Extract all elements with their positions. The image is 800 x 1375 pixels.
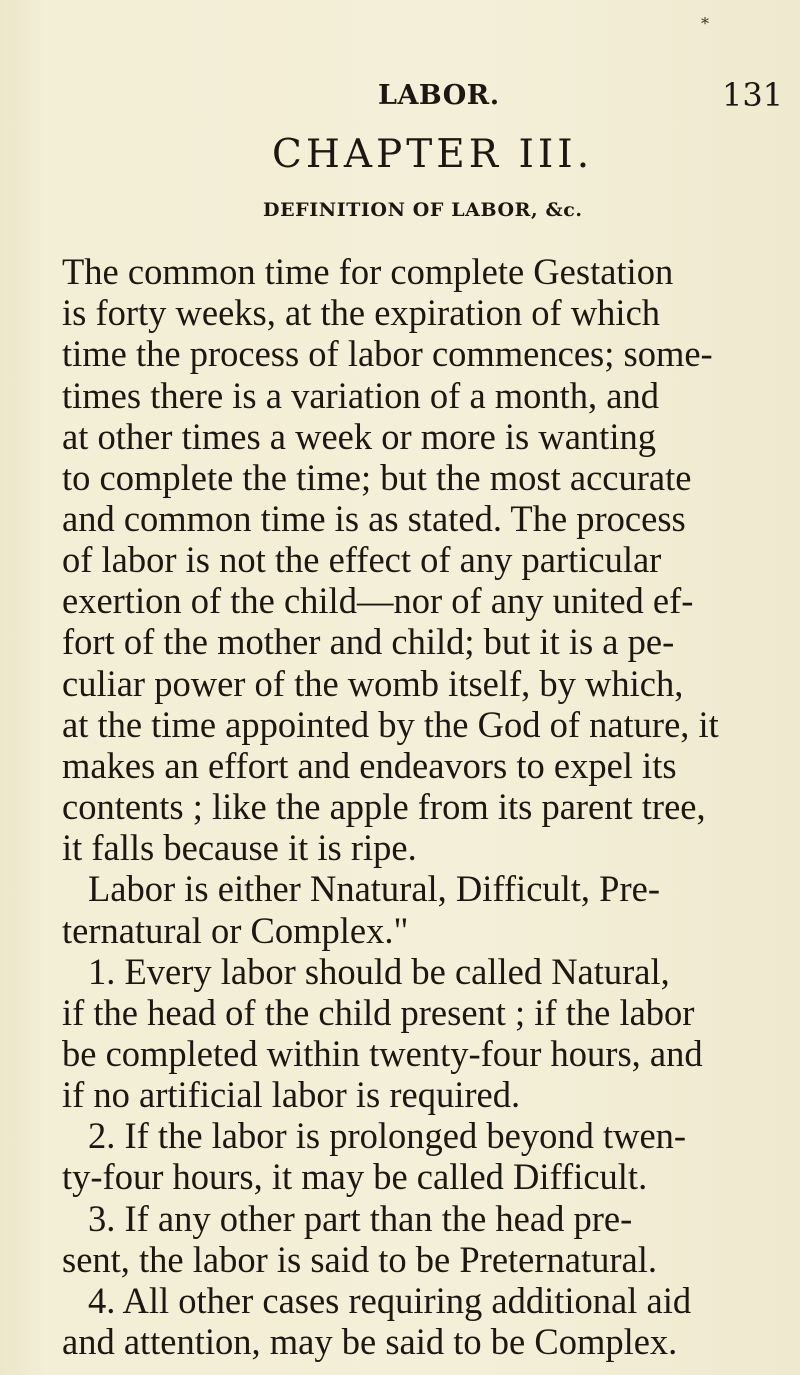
chapter-title: CHAPTER III. — [272, 132, 594, 177]
printer-mark: * — [701, 14, 709, 33]
text-line: ty-four hours, it may be called Difficult. — [62, 1156, 648, 1198]
text-line: is forty weeks, at the expiration of which — [62, 292, 661, 334]
text-line: 4. All other cases requiring additional aid — [88, 1279, 692, 1321]
chapter-subtitle: DEFINITION OF LABOR, &c. — [263, 199, 583, 221]
running-title: LABOR. — [378, 80, 500, 111]
text-line: culiar power of the womb itself, by which, — [62, 662, 684, 704]
page-number: 131 — [722, 76, 784, 114]
text-line: and attention, may be said to be Complex. — [62, 1321, 678, 1362]
text-line: time the process of labor commences; some- — [62, 333, 713, 375]
text-line: exertion of the child—nor of any united ef- — [62, 580, 694, 622]
text-line: makes an effort and endeavors to expel its — [62, 744, 677, 786]
text-line: 2. If the labor is prolonged beyond twen- — [88, 1115, 687, 1157]
text-line: at the time appointed by the God of nature, it — [62, 703, 719, 745]
text-line: fort of the mother and child; but it is a pe- — [62, 621, 675, 663]
text-line: be completed within twenty-four hours, and — [62, 1032, 703, 1074]
text-line: if no artificial labor is required. — [62, 1074, 521, 1116]
text-line: ternatural or Complex." — [62, 909, 409, 951]
text-line: and common time is as stated. The process — [62, 497, 686, 539]
text-line: at other times a week or more is wanting — [62, 415, 656, 457]
text-line: if the head of the child present ; if the labor — [62, 991, 695, 1033]
text-line: The common time for complete Gestation — [62, 251, 674, 292]
text-line: contents ; like the apple from its parent tree, — [62, 786, 706, 827]
text-line: of labor is not the effect of any particular — [62, 539, 662, 581]
text-line: 3. If any other part than the head pre- — [88, 1197, 633, 1239]
text-line: 1. Every labor should be called Natural, — [88, 950, 670, 992]
text-line: it falls because it is ripe. — [62, 827, 417, 869]
text-line: to complete the time; but the most accurate — [62, 456, 692, 498]
text-line: Labor is either Nnatural, Difficult, Pre- — [88, 868, 660, 910]
text-line: times there is a variation of a month, and — [62, 374, 660, 416]
text-line: sent, the labor is said to be Preternatural. — [62, 1238, 657, 1280]
